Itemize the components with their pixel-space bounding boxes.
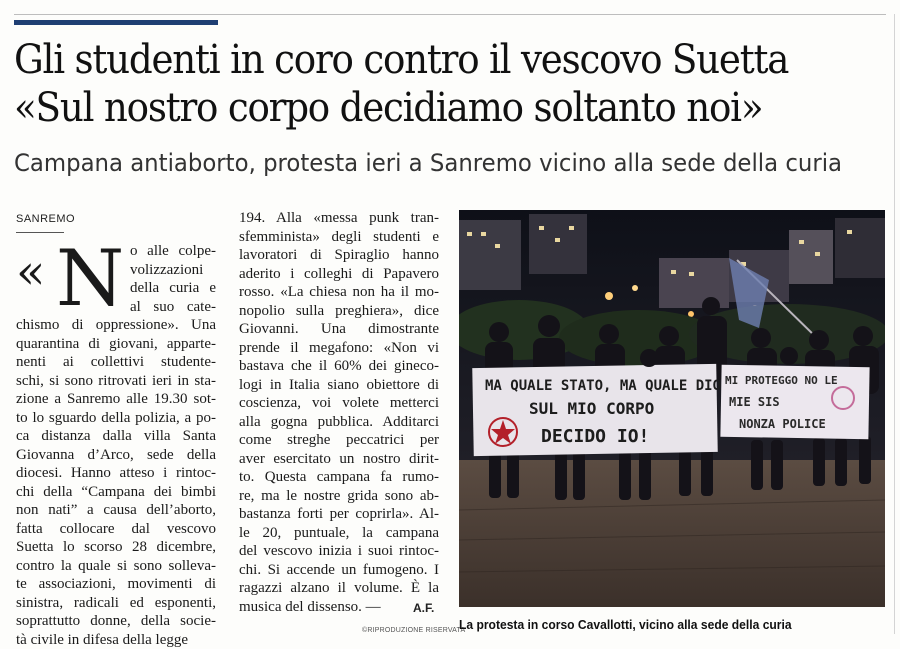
banner-left <box>472 364 721 456</box>
text-line: Giovanni. Una dimostrante <box>239 321 439 337</box>
text-line: ragazzi alzano il volume. È la <box>239 580 439 596</box>
text-line: te associazioni, movimenti di <box>16 576 216 592</box>
text-line: aver esercitato un nostro dirit- <box>239 450 439 467</box>
text-line: nenti ai collettivi studente- <box>16 354 216 370</box>
section-accent-bar <box>14 20 218 25</box>
text-line: diocesi. Hanno atteso i rintoc- <box>16 465 216 481</box>
text-line: rosso. «La chiesa non ha il mo- <box>239 284 439 300</box>
dateline: SANREMO <box>16 213 76 225</box>
banner-left-line-2: SUL MIO CORPO <box>529 399 655 418</box>
text-line: re, ma le nostre grida sono ab- <box>239 487 439 504</box>
text-line: schi, si sono ritrovati ieri in sta- <box>16 372 216 389</box>
text-line: sfemminista» degli studenti e <box>239 228 439 245</box>
text-line: quarantina di giovani, apparte- <box>16 335 216 352</box>
text-line: sinistra, radicali ed esponenti, <box>16 594 216 611</box>
text-line: come streghe peccatrici per <box>239 432 439 448</box>
banner-left-line-3: DECIDO IO! <box>541 426 650 447</box>
text-line: fatta collocare dal vescovo <box>16 520 216 537</box>
text-line: to. Questa campana fa rumo- <box>239 469 439 485</box>
banner-right-line-2: MIE SIS <box>729 395 780 409</box>
text-line: logi in Italia siano obiettore di <box>239 376 439 393</box>
copyright-notice: ©RIPRODUZIONE RISERVATA <box>362 627 466 634</box>
banner-right <box>720 365 869 440</box>
text-line: non nati” a causa dell’aborto, <box>16 502 216 518</box>
text-line: o alle colpe- <box>130 243 216 259</box>
column-rule <box>894 14 895 634</box>
text-line: musica del dissenso. — <box>239 598 381 615</box>
text-line: zione a Sanremo alle 19.30 sot- <box>16 391 216 407</box>
dropcap-block <box>16 234 216 324</box>
text-line: chi della “Campana dei bimbi <box>16 483 216 500</box>
text-line: bastava che il 60% dei gineco- <box>239 358 439 374</box>
text-line: soprattutto donne, della socie- <box>16 613 216 629</box>
text-line: nopolio sulla preghiera», dice <box>239 302 439 319</box>
subheadline: Campana antiaborto, protesta ieri a Sanremo vicino alla sede della curia <box>14 149 843 177</box>
text-line: Suetta lo scorso 28 dicembre, <box>16 539 216 555</box>
text-line: ca distanza dalla villa Santa <box>16 428 216 444</box>
text-line: le 20, puntuale, la campana <box>239 524 439 541</box>
text-line: coscienza, voi volete metterci <box>239 395 439 411</box>
text-line: contro la quale si sono solleva- <box>16 557 216 574</box>
author-signature: A.F. <box>413 601 435 615</box>
dropcap-letter: N <box>56 234 125 324</box>
text-line: alla gogna pubblica. Additarci <box>239 413 439 430</box>
banner-right-line-1: MI PROTEGGO NO LE <box>725 374 838 387</box>
headline-line-2: «Sul nostro corpo decidiamo soltanto noi» <box>14 85 763 131</box>
text-line: al suo cate- <box>130 298 216 315</box>
text-line: della curia e <box>130 280 216 296</box>
column-1-lines <box>16 316 216 649</box>
dropcap-lines <box>130 242 216 316</box>
banner-right-line-3: NONZA POLICE <box>739 417 826 431</box>
headline-line-1: Gli studenti in coro contro il vescovo Suetta <box>14 37 789 83</box>
dropcap-quote: « <box>16 244 46 300</box>
dateline-rule <box>16 232 64 233</box>
text-line: chismo di oppressione». Una <box>16 317 216 333</box>
protest-photo <box>459 210 885 607</box>
text-line: prende il megafono: «Non vi <box>239 339 439 356</box>
text-line: 194. Alla «messa punk tran- <box>239 210 439 226</box>
text-line: del vescovo inizia i suoi rintoc- <box>239 543 439 559</box>
text-line: to lo sguardo della polizia, a po- <box>16 409 216 426</box>
text-line: lavoratori di Spiraglio hanno <box>239 247 439 263</box>
text-line: chi. Si accende un fumogeno. I <box>239 561 439 578</box>
text-line: tà civile in difesa della legge <box>16 631 189 648</box>
text-line: volizzazioni <box>130 261 204 278</box>
photo-caption: La protesta in corso Cavallotti, vicino alla sede della curia <box>459 617 792 632</box>
article-column-2 <box>239 209 439 616</box>
article-column-1 <box>16 234 216 649</box>
text-line: bastanza forti per coprirla». Al- <box>239 506 439 522</box>
headline <box>14 36 829 132</box>
column-2-lines <box>239 209 439 616</box>
banner-left-line-1: MA QUALE STATO, MA QUALE DIO <box>485 378 722 394</box>
text-line: Giovanna d’Arco, sede della <box>16 446 216 463</box>
top-rule <box>14 14 886 15</box>
text-line: aderito i colleghi di Papavero <box>239 265 439 282</box>
